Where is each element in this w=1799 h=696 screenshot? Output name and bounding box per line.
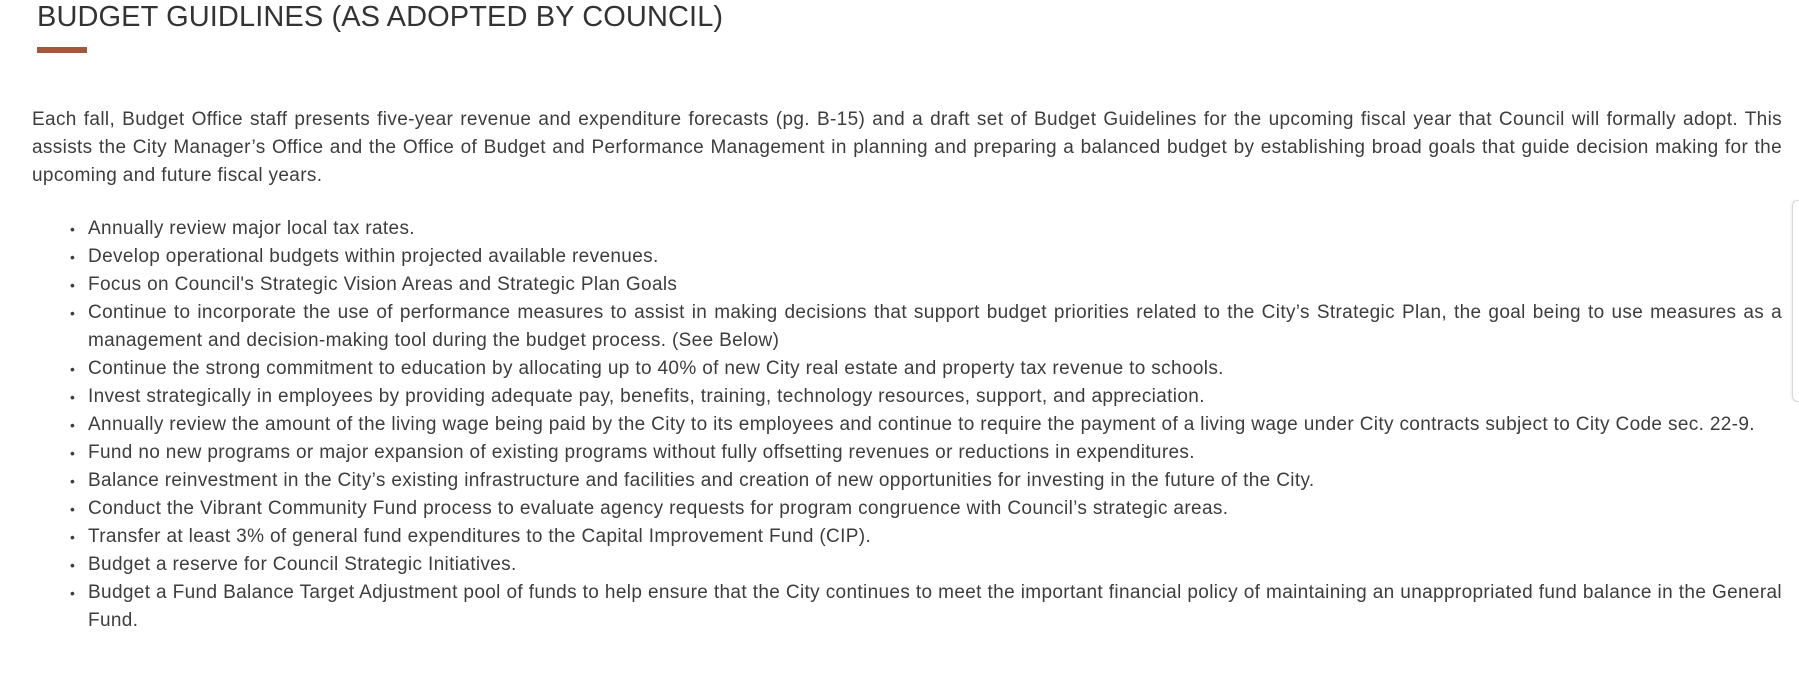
list-item	[70, 355, 1782, 383]
list-item	[70, 215, 1782, 243]
bullet-icon: •	[70, 361, 76, 377]
list-item-text: Balance reinvestment in the City’s existing infrastructure and facilities and creation of new opportunities for investing in the future of the City.	[88, 470, 1315, 491]
guidelines-list	[32, 215, 1782, 635]
list-item-text: Invest strategically in employees by providing adequate pay, benefits, training, technology resources, support, and appreciation.	[88, 386, 1205, 407]
bullet-icon: •	[70, 557, 76, 573]
list-item	[70, 411, 1782, 439]
bullet-icon: •	[70, 445, 76, 461]
list-item	[70, 551, 1782, 579]
list-item	[70, 243, 1782, 271]
list-item-text: Annually review major local tax rates.	[88, 218, 415, 239]
page-content	[32, 0, 1782, 635]
list-item-text: Continue to incorporate the use of performance measures to assist in making decisions that support budget priorities related to the City’s Strategic Plan, the goal being to use measures as a management and decision-making tool during the budget process. (See Below)	[88, 302, 1782, 351]
list-item-text: Budget a reserve for Council Strategic Initiatives.	[88, 554, 517, 575]
bullet-icon: •	[70, 277, 76, 293]
list-item	[70, 579, 1782, 635]
list-item	[70, 523, 1782, 551]
intro-paragraph: Each fall, Budget Office staff presents five-year revenue and expenditure forecasts (pg. B-15) and a draft set of Budget Guidelines for the upcoming fiscal year that Council will formally adopt. This assists the City Manager’s Office and the Office of Budget and Performance Management in planning and preparing a balanced budget by establishing broad goals that guide decision making for the upcoming and future fiscal years.	[32, 109, 1782, 186]
bullet-icon: •	[70, 529, 76, 545]
bullet-icon: •	[70, 585, 76, 601]
side-panel-tab[interactable]	[1792, 200, 1799, 402]
list-item-text: Annually review the amount of the living wage being paid by the City to its employees and continue to require the payment of a living wage under City contracts subject to City Code sec. 22-9.	[88, 414, 1755, 435]
bullet-icon: •	[70, 305, 76, 321]
list-item	[70, 383, 1782, 411]
list-item-text: Focus on Council's Strategic Vision Areas and Strategic Plan Goals	[88, 274, 678, 295]
list-item-text: Conduct the Vibrant Community Fund process to evaluate agency requests for program congruence with Council’s strategic areas.	[88, 498, 1229, 519]
title-accent-rule	[37, 47, 87, 53]
bullet-icon: •	[70, 501, 76, 517]
bullet-icon: •	[70, 249, 76, 265]
list-item	[70, 439, 1782, 467]
list-item	[70, 495, 1782, 523]
list-item-text: Transfer at least 3% of general fund expenditures to the Capital Improvement Fund (CIP).	[88, 526, 872, 547]
bullet-icon: •	[70, 221, 76, 237]
list-item-text: Develop operational budgets within projected available revenues.	[88, 246, 659, 267]
list-item-text: Budget a Fund Balance Target Adjustment pool of funds to help ensure that the City continues to meet the important financial policy of maintaining an unappropriated fund balance in the General Fund.	[88, 582, 1782, 631]
list-item	[70, 271, 1782, 299]
list-item	[70, 299, 1782, 355]
list-item	[70, 467, 1782, 495]
bullet-icon: •	[70, 473, 76, 489]
list-item-text: Fund no new programs or major expansion of existing programs without fully offsetting revenues or reductions in expenditures.	[88, 442, 1195, 463]
page-title: BUDGET GUIDLINES (AS ADOPTED BY COUNCIL)	[37, 1, 724, 33]
bullet-icon: •	[70, 389, 76, 405]
bullet-icon: •	[70, 417, 76, 433]
list-item-text: Continue the strong commitment to education by allocating up to 40% of new City real estate and property tax revenue to schools.	[88, 358, 1224, 379]
